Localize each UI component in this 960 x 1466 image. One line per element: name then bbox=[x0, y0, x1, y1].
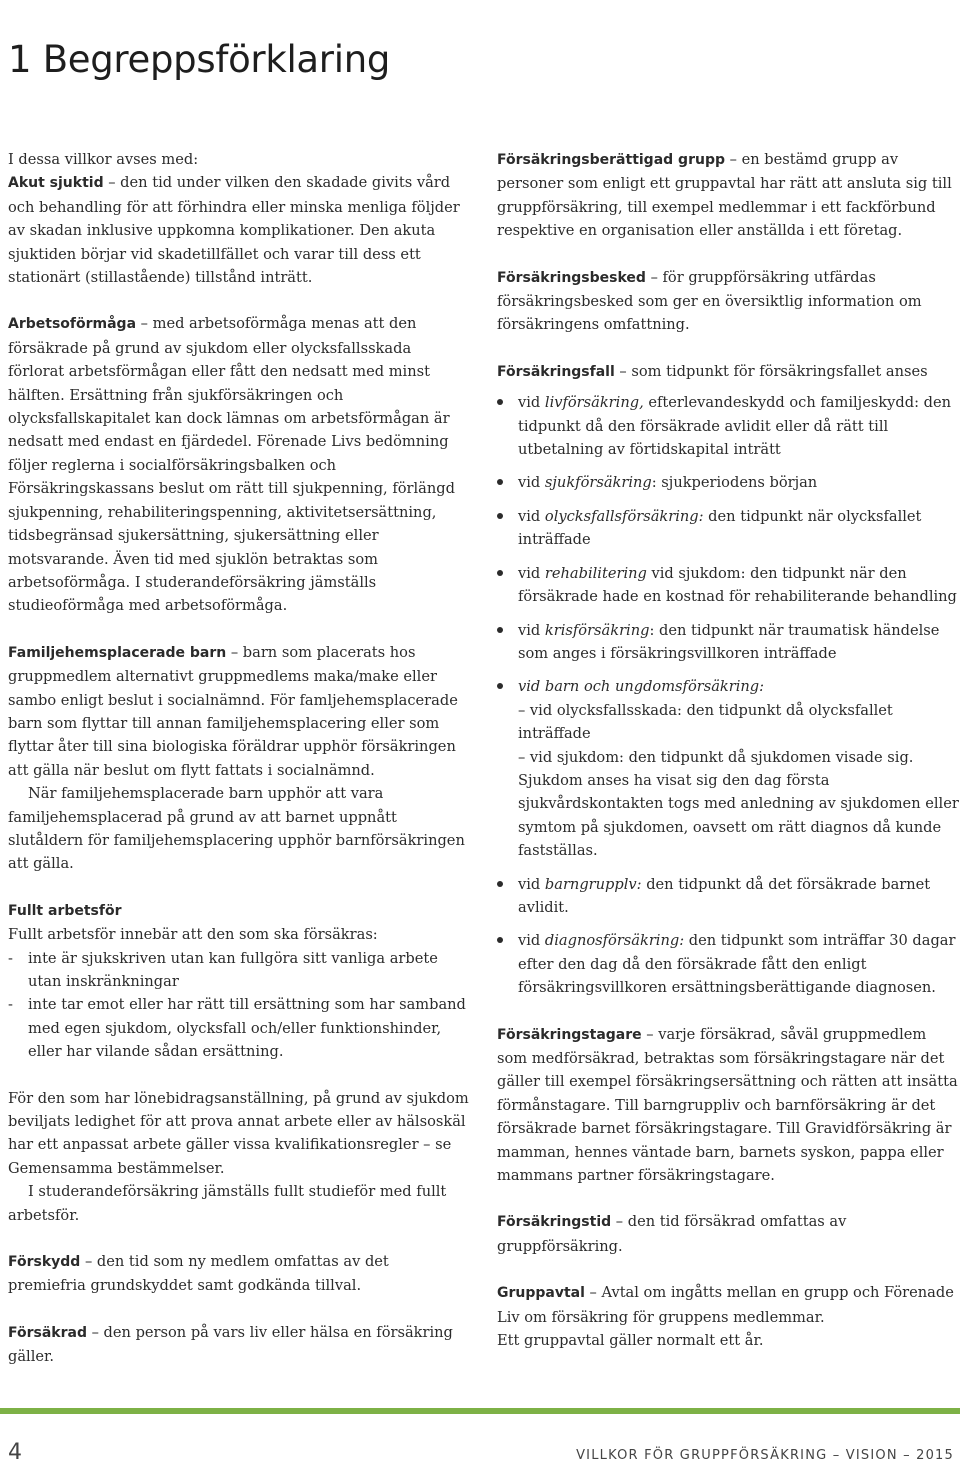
def-forsakrad: – den person på vars liv eller hälsa en försäkring gäller. bbox=[8, 1323, 453, 1366]
gruppavtal-paragraph-2: Ett gruppavtal gäller normalt ett år. bbox=[497, 1332, 764, 1350]
right-column bbox=[497, 148, 959, 1352]
def-forsakringsbesked: – för gruppförsäkring utfärdas försäkringsbesked som ger en översiktlig information om försäkringens omfattning. bbox=[497, 268, 922, 334]
definition-forsakringsberattigad-grupp bbox=[497, 148, 959, 243]
def-familjehemsplacerade-barn: – barn som placerats hos gruppmedlem alternativt gruppmedlems maka/make eller sambo enligt beslut i socialnämnd. För famljehemsplacerade barn som flyttar till annan familjehemsplacering eller som flyttar åter till sina biologiska föräldrar upphör försäkringen att gälla när beslut om flytt fattats i socialnämnd. bbox=[8, 643, 458, 779]
term-forsakringsfall: Försäkringsfall bbox=[497, 363, 615, 380]
bullet-icon bbox=[497, 513, 503, 519]
def-forskydd: – den tid som ny medlem omfattas av det premiefria grundskyddet samt godkända tillval. bbox=[8, 1253, 389, 1295]
definition-forsakringstagare bbox=[497, 1023, 959, 1188]
bullet-icon bbox=[497, 683, 503, 689]
fullt-arbetsfor-list bbox=[8, 947, 470, 1064]
term-forsakrad: Försäkrad bbox=[8, 1324, 87, 1341]
definition-forsakrad bbox=[8, 1321, 470, 1369]
def-gruppavtal: – Avtal om ingåtts mellan en grupp och Förenade Liv om försäkring för gruppens medlemmar. bbox=[497, 1284, 954, 1326]
list-item: vid olycksfallsförsäkring: den tidpunkt när olycksfallet inträffade bbox=[497, 505, 959, 552]
running-title: VILLKOR FÖR GRUPPFÖRSÄKRING – VISION – 2015 bbox=[576, 1448, 954, 1463]
list-item: vid sjukförsäkring: sjukperiodens början bbox=[497, 471, 959, 494]
sub-item: – vid sjukdom: den tidpunkt då sjukdomen visade sig. Sjukdom anses ha visat sig den dag första sjukvårdskontakten togs med anledning av sjukdomen eller symtom på sjukdomen, oavsett om rätt diagnos då kunde fastställas. bbox=[518, 748, 959, 860]
bullet-icon bbox=[497, 881, 503, 887]
term-forsakringsbesked: Försäkringsbesked bbox=[497, 269, 646, 286]
dash-marker: - bbox=[8, 949, 13, 967]
definition-familjehemsplacerade-barn bbox=[8, 641, 470, 782]
bullet-icon bbox=[497, 937, 503, 943]
footer-accent-rule bbox=[0, 1408, 960, 1414]
term-forsakringsberattigad-grupp: Försäkringsberättigad grupp bbox=[497, 152, 725, 168]
list-item: vid krisförsäkring: den tidpunkt när traumatisk händelse som anges i försäkringsvillkoren inträffade bbox=[497, 619, 959, 666]
fullt-arbetsfor-intro: Fullt arbetsför innebär att den som ska försäkras: bbox=[8, 926, 378, 944]
list-item: vid livförsäkring, efterlevandeskydd och familjeskydd: den tidpunkt då den försäkrade avlidit eller då rätt till utbetalning av förtidskapital inträtt bbox=[497, 391, 959, 461]
definition-arbetsoformaga bbox=[8, 312, 470, 617]
definition-akut-sjuktid bbox=[8, 171, 470, 289]
term-akut-sjuktid: Akut sjuktid bbox=[8, 175, 104, 192]
lonebidrag-paragraph: För den som har lönebidragsanställning, på grund av sjukdom beviljats ledighet för att prova annat arbete eller av hälsoskäl har ett anpassat arbete gäller vissa kvalifikationsregler – se Gemensamma bestämmelser. bbox=[8, 1089, 469, 1177]
bullet-icon bbox=[497, 627, 503, 633]
bullet-icon bbox=[497, 479, 503, 485]
def-forsakringstid: – den tid försäkrad omfattas av gruppförsäkring. bbox=[497, 1213, 847, 1255]
term-gruppavtal: Gruppavtal bbox=[497, 1285, 585, 1302]
term-arbetsoformaga: Arbetsoförmåga bbox=[8, 316, 137, 333]
forsakringsfall-list bbox=[497, 391, 959, 999]
bullet-icon bbox=[497, 570, 503, 576]
bullet-icon bbox=[497, 399, 503, 405]
page-number: 4 bbox=[8, 1440, 22, 1465]
left-column bbox=[8, 148, 470, 1369]
definition-forskydd bbox=[8, 1250, 470, 1298]
term-forskydd: Förskydd bbox=[8, 1254, 81, 1271]
list-item: vid barngrupplv: den tidpunkt då det försäkrade barnet avlidit. bbox=[497, 873, 959, 920]
studerande-paragraph: I studerandeförsäkring jämställs fullt studieför med fullt arbetsför. bbox=[8, 1183, 447, 1224]
def-forsakringsberattigad-grupp: – en bestämd grupp av personer som enligt ett gruppavtal har rätt att ansluta sig till gruppförsäkring, till exempel medlemmar i ett fackförbund respektive en organisation eller anställda i ett företag. bbox=[497, 151, 952, 240]
intro-text: I dessa villkor avses med: bbox=[8, 151, 199, 168]
term-forsakringstagare: Försäkringstagare bbox=[497, 1026, 642, 1043]
page-heading: 1 Begreppsförklaring bbox=[8, 38, 391, 81]
familjehem-paragraph-2: När familjehemsplacerade barn upphör att vara familjehemsplacerad på grund av att barnet uppnått slutåldern för familjehemsplacering upphör barnförsäkringen att gälla. bbox=[8, 785, 465, 873]
def-forsakringstagare: – varje försäkrad, såväl gruppmedlem som medförsäkrad, betraktas som försäkringstagare när det gäller till exempel försäkringsersättning och rätten att insätta förmånstagare. Till barngruppliv och barnförsäkring är det försäkrade barnet försäkringstagare. Till Gravidförsäkring är mamman, hennes väntade barn, barnets syskon, pappa eller mammans partner försäkringstagare. bbox=[497, 1025, 958, 1185]
definition-forsakringstid bbox=[497, 1210, 959, 1258]
definition-forsakringsbesked bbox=[497, 266, 959, 337]
definition-forsakringsfall bbox=[497, 360, 959, 384]
list-item: - inte är sjukskriven utan kan fullgöra sitt vanliga arbete utan inskränkningar bbox=[8, 947, 470, 994]
list-item: vid diagnosförsäkring: den tidpunkt som inträffar 30 dagar efter den dag då den försäkrade fått den enligt försäkringsvillkoren ersättningsberättigande diagnosen. bbox=[497, 929, 959, 999]
definition-fullt-arbetsfor bbox=[8, 899, 470, 923]
def-forsakringsfall: – som tidpunkt för försäkringsfallet anses bbox=[614, 362, 928, 380]
term-forsakringstid: Försäkringstid bbox=[497, 1214, 612, 1231]
term-familjehemsplacerade-barn: Familjehemsplacerade barn bbox=[8, 644, 227, 661]
list-item: vid barn och ungdomsförsäkring: – vid olycksfallsskada: den tidpunkt då olycksfallet inträffade – vid sjukdom: den tidpunkt då sjukdomen visade sig. Sjukdom anses ha visat sig den dag första sjukvårdskontakten togs med anledning av sjukdomen eller symtom på sjukdomen, oavsett om rätt diagnos då kunde fastställas. bbox=[497, 675, 959, 862]
sub-item: – vid olycksfallsskada: den tidpunkt då olycksfallet inträffade bbox=[518, 701, 893, 743]
list-item: - inte tar emot eller har rätt till ersättning som har samband med egen sjukdom, olycksfall och/eller funktionshinder, eller har vilande sådan ersättning. bbox=[8, 993, 470, 1063]
list-item: vid rehabilitering vid sjukdom: den tidpunkt när den försäkrade hade en kostnad för rehabiliterande behandling bbox=[497, 562, 959, 609]
definition-gruppavtal bbox=[497, 1281, 959, 1329]
def-akut-sjuktid: – den tid under vilken den skadade givits vård och behandling för att förhindra eller minska menliga följder av skadan inklusive uppkomna komplikationer. Den akuta sjuktiden börjar vid skadetillfället och varar till dess ett stationärt (stillastående) tillstånd inträtt. bbox=[8, 174, 460, 287]
term-fullt-arbetsfor: Fullt arbetsför bbox=[8, 902, 122, 919]
dash-marker: - bbox=[8, 996, 13, 1014]
def-arbetsoformaga: – med arbetsoförmåga menas att den försäkrade på grund av sjukdom eller olycksfallsskada förlorat arbetsförmågan eller fått den nedsatt med minst hälften. Ersättning från sjukförsäkringen och olycksfallskapitalet kan dock lämnas om arbetsförmågan är nedsatt med endast en fjärdedel. Förenade Livs bedömning följer reglerna i socialförsäkringsbalken och Försäkringskassans beslut om rätt till sjukpenning, förlängd sjukpenning, rehabiliteringspenning, aktivitetsersättning, tidsbegränsad sjukersättning, sjukersättning eller motsvarande. Även tid med sjuklön betraktas som arbetsoförmåga. I studerandeförsäkring jämställs studieoförmåga med arbetsoförmåga. bbox=[8, 315, 455, 615]
